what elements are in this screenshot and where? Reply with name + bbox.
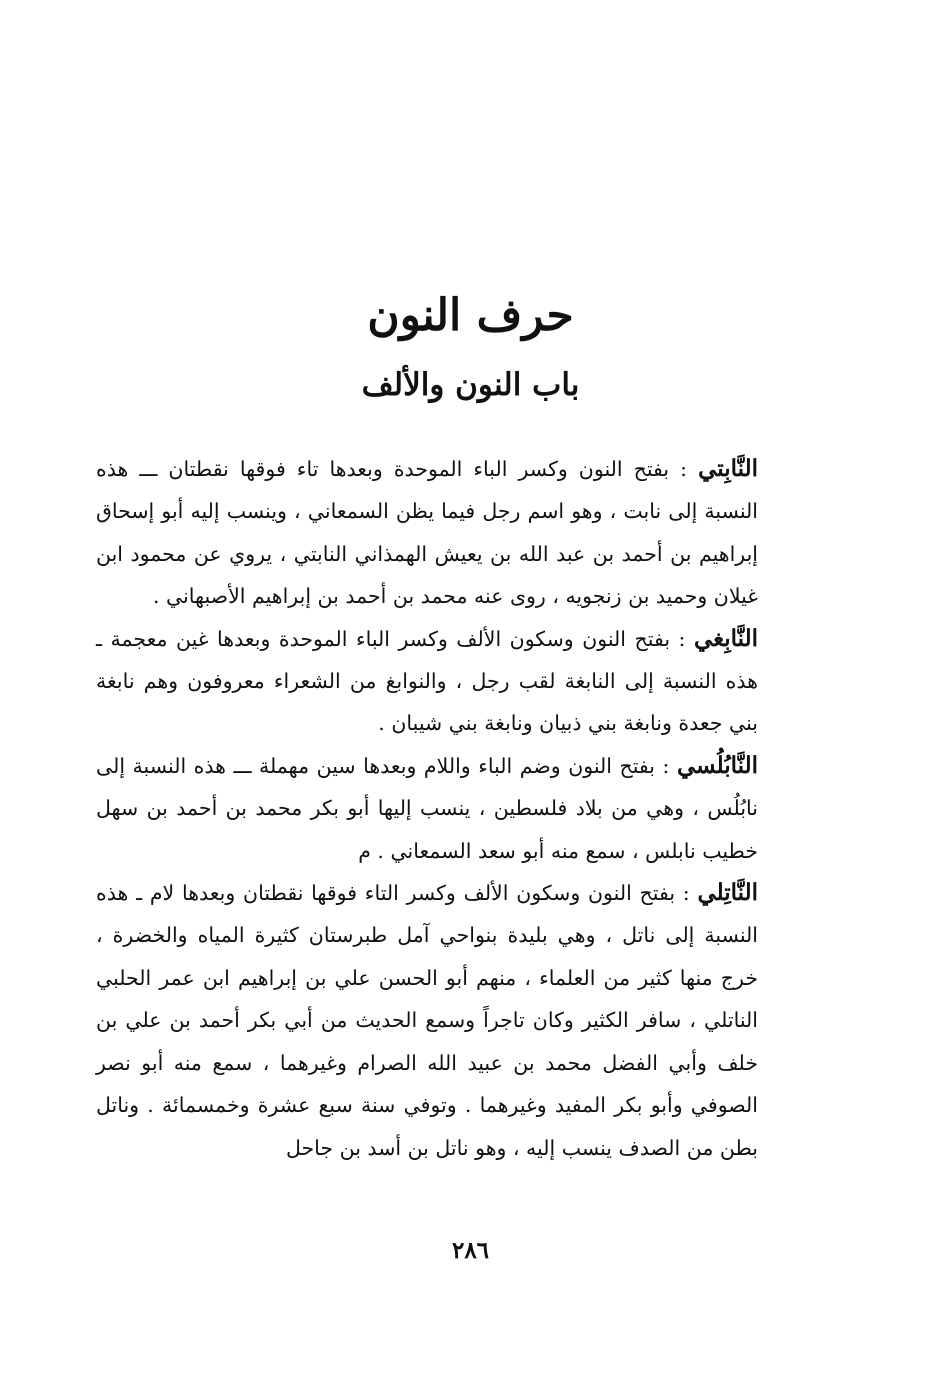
page-number: ٢٨٦ — [451, 1237, 490, 1264]
chapter-title: حرف النون — [367, 290, 574, 341]
entry-text: : بفتح النون وسكون الألف وكسر الباء الموحدة وبعدها غين معجمة ـ هذه النسبة إلى النابغة لقب رجل ، والنوابغ من الشعراء معروفون وهم نابغة بني جعدة ونابغة بني ذبيان ونابغة بني شيبان . — [96, 626, 758, 736]
entry-headword: النَّابِتي — [698, 455, 758, 482]
entry-text: : بفتح النون وضم الباء واللام وبعدها سين مهملة ـــ هذه النسبة إلى نابُلُس ، وهي من بلاد فلسطين ، ينسب إليها أبو بكر محمد بن أحمد بن سهل خطيب نابلس ، سمع منه أبو سعد السمعاني . م — [96, 753, 758, 863]
entry-nabulusi — [96, 745, 758, 872]
entry-nabiti — [96, 448, 758, 618]
entry-nabighi — [96, 618, 758, 745]
entry-text: : بفتح النون وسكون الألف وكسر التاء فوقها نقطتان وبعدها لام ـ هذه النسبة إلى ناتل ، وهي بليدة بنواحي آمل طبرستان كثيرة المياه والخضرة ، خرج منها كثير من العلماء ، منهم أبو الحسن علي بن إبراهيم ابن عمر الحلبي الناتلي ، سافر الكثير وكان تاجراً وسمع الحديث من أبي بكر أحمد بن علي بن خلف وأبي الفضل محمد بن عبيد الله الصرام وغيرهما ، سمع منه أبو نصر الصوفي وأبو بكر المفيد وغيرهما . وتوفي سنة سبع عشرة وخمسمائة . وناتل بطن من الصدف ينسب إليه ، وهو ناتل بن أسد بن جاحل — [96, 881, 758, 1160]
section-title: باب النون والألف — [361, 367, 580, 403]
entry-headword: النَّابُلُسي — [676, 751, 758, 779]
entries-body — [96, 448, 758, 1169]
entry-headword: النَّاتِلي — [697, 879, 758, 907]
entry-headword: النَّابِغي — [693, 624, 758, 652]
entry-natili — [96, 872, 758, 1169]
entry-text: : بفتح النون وكسر الباء الموحدة وبعدها تاء فوقها نقطتان ـــ هذه النسبة إلى نابت ، وهو اسم رجل فيما يظن السمعاني ، وينسب إليه أبو إسحاق إبراهيم بن أحمد بن عبد الله بن يعيش الهمذاني النابتي ، يروي عن محمود ابن غيلان وحميد بن زنجويه ، روى عنه محمد بن أحمد بن إبراهيم الأصبهاني . — [96, 457, 758, 609]
